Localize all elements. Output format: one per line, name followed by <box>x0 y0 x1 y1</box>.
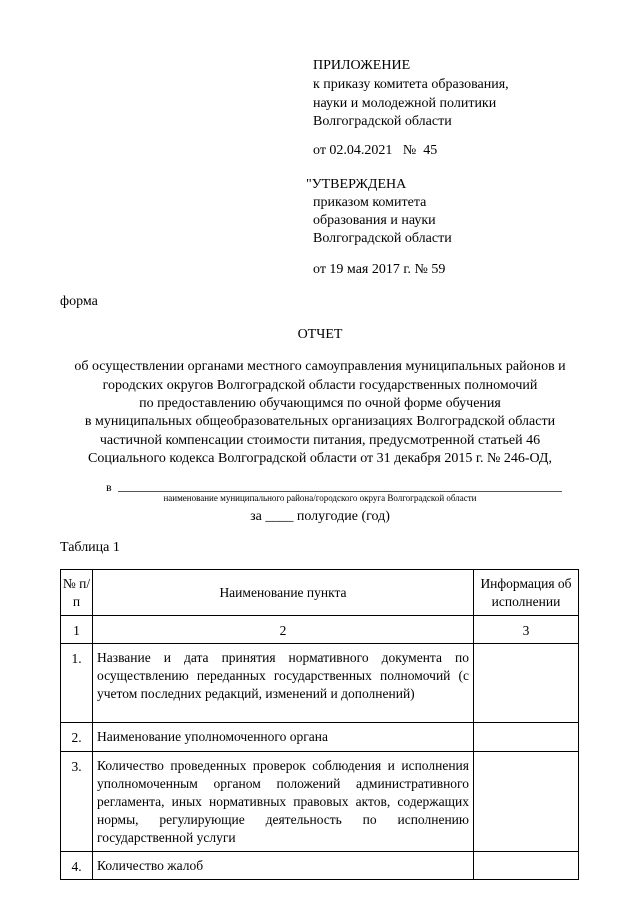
report-line-2: городских округов Волгоградской области государственных полномочий <box>102 378 538 393</box>
table-column-numbers-row <box>61 616 579 644</box>
header-item-name: Наименование пункта <box>93 570 474 616</box>
table-row <box>61 852 579 880</box>
appendix-date-line: от 02.04.2021 № 45 <box>313 143 438 158</box>
header-execution-info: Информация об исполнении <box>474 570 579 616</box>
column-number-1: 1 <box>61 616 93 644</box>
appendix-line-1: к приказу комитета образования, <box>313 77 509 92</box>
approved-date-line: от 19 мая 2017 г. № 59 <box>313 262 446 277</box>
report-line-1: об осуществлении органами местного самоуправления муниципальных районов и <box>74 359 566 374</box>
row-item-name: Название и дата принятия нормативного документа по осуществлению переданных государственных полномочий (с учетом последних редакций, изменений и дополнений) <box>93 644 474 723</box>
appendix-line-3: Волгоградской области <box>313 114 452 129</box>
column-number-2: 2 <box>93 616 474 644</box>
row-number: 1. <box>61 644 93 723</box>
table-header-row <box>61 570 579 616</box>
approved-line-2: образования и науки <box>313 213 436 228</box>
row-item-name: Наименование уполномоченного органа <box>93 723 474 752</box>
report-line-3: по предоставлению обучающимся по очной форме обучения <box>139 396 501 411</box>
municipality-underline <box>118 478 562 492</box>
row-info-cell[interactable] <box>474 852 579 880</box>
report-line-4: в муниципальных общеобразовательных организациях Волгоградской области <box>84 414 556 429</box>
report-table <box>60 569 579 880</box>
report-line-5: частичной компенсации стоимости питания, предусмотренной статьей 46 <box>99 433 541 448</box>
row-item-name: Количество жалоб <box>93 852 474 880</box>
row-item-name: Количество проведенных проверок соблюдения и исполнения уполномоченным органом положений административного регламента, иных нормативных правовых актов, содержащих нормы, регулирующие деятельность по исполнению государственной услуги <box>93 752 474 852</box>
row-info-cell[interactable] <box>474 644 579 723</box>
table-label: Таблица 1 <box>60 540 120 555</box>
row-number: 2. <box>61 723 93 752</box>
column-number-3: 3 <box>474 616 579 644</box>
municipality-caption: наименование муниципального района/городского округа Волгоградской области <box>163 493 477 503</box>
form-label: форма <box>60 294 98 309</box>
appendix-title: ПРИЛОЖЕНИЕ <box>313 58 411 73</box>
header-number: № п/п <box>61 570 93 616</box>
in-prefix: в <box>106 480 112 494</box>
appendix-line-2: науки и молодежной политики <box>313 96 497 111</box>
approved-title: "УТВЕРЖДЕНА <box>306 177 407 192</box>
row-info-cell[interactable] <box>474 752 579 852</box>
report-title: ОТЧЕТ <box>297 327 343 342</box>
table-row <box>61 644 579 723</box>
table-row <box>61 752 579 852</box>
row-number: 3. <box>61 752 93 852</box>
table-row <box>61 723 579 752</box>
period-line: за ____ полугодие (год) <box>250 509 390 524</box>
row-number: 4. <box>61 852 93 880</box>
approved-line-1: приказом комитета <box>313 195 427 210</box>
approved-line-3: Волгоградской области <box>313 231 452 246</box>
row-info-cell[interactable] <box>474 723 579 752</box>
report-line-6: Социального кодекса Волгоградской области от 31 декабря 2015 г. № 246-ОД, <box>88 451 552 466</box>
